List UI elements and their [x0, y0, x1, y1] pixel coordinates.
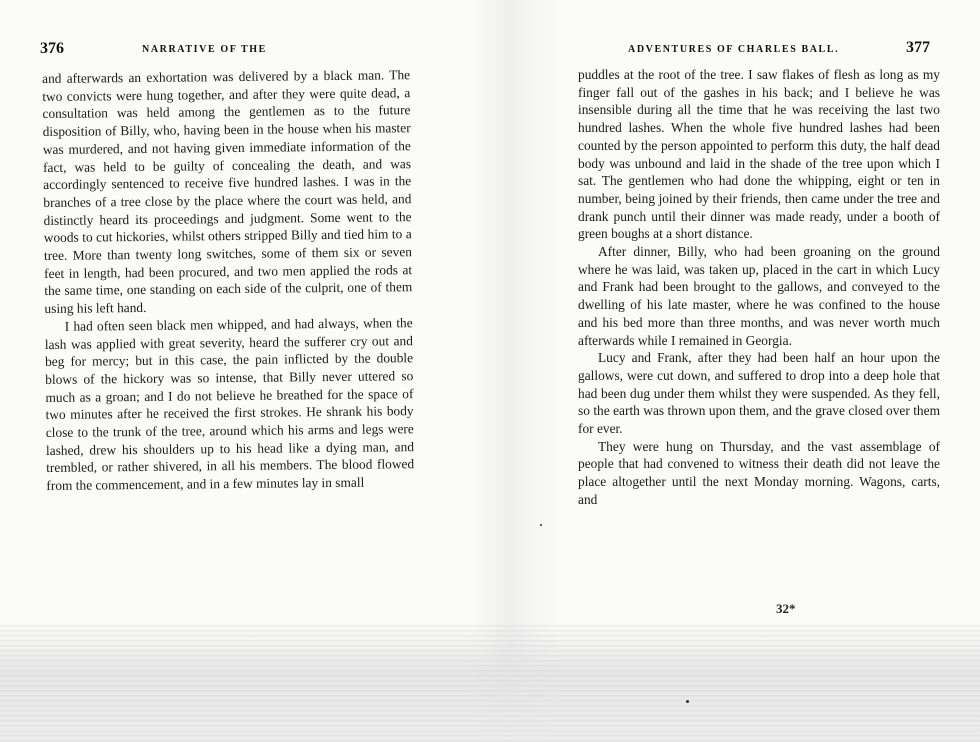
right-paragraph-4: They were hung on Thursday, and the vast assemblage of people that had convened to witness their death did not leave the place altogether until the next Monday morning. Wagons, carts, and — [578, 438, 940, 507]
right-paragraph-1: puddles at the root of the tree. I saw flakes of flesh as long as my finger fall out of the gashes in his back; and I believe he was insensible during all the time that he was receiving the last two hundred lashes. When the whole five hundred lashes had been counted by the person appointed to perform this duty, the half dead body was unbound and laid in the shade of the tree upon which I sat. The gentlemen who had done the whipping, eight or ten in number, being joined by their friends, then came under the tree and drank punch until their dinner was made ready, under a booth of green boughs at a short distance. — [578, 67, 940, 242]
left-page-body — [42, 66, 414, 495]
right-page-number: 377 — [906, 39, 930, 56]
left-running-head: NARRATIVE OF THE — [142, 44, 267, 55]
right-page-body — [578, 66, 940, 509]
right-paragraph-3: Lucy and Frank, after they had been half an hour upon the gallows, were cut down, and suffered to drop into a deep hole that had been dug under them whilst they were suspended. As they fell, so the earth was thrown upon them, and the grave closed over them for ever. — [578, 350, 940, 437]
left-paragraph-2: I had often seen black men whipped, and had always, when the lash was applied with great severity, heard the sufferer cry out and beg for mercy; but in this case, the pain inflicted by the double blows of the hickory was so intense, that Billy never uttered so much as a groan; and I do not believe he breathed for the space of two minutes after he received the first strokes. He shrank his body close to the trunk of the tree, around which his arms and legs were lashed, drew his shoulders up to his head like a dying man, and trembled, or rather shivered, in all his members. The blood flowed from the commencement, and in a few minutes lay in small — [44, 314, 415, 494]
scan-speck — [540, 524, 542, 526]
right-paragraph-2: After dinner, Billy, who had been groaning on the ground where he was laid, was taken up, placed in the cart in which Lucy and Frank had been brought to the gallows, and conveyed to the dwelling of his late master, where he was confined to the house and his bed more than three months, and was never worth much afterwards while I remained in Georgia. — [578, 244, 940, 348]
left-paragraph-1: and afterwards an exhortation was delivered by a black man. The two convicts were hung together, and after they were quite dead, a consultation was held among the gentlemen as to the future disposition of Billy, who, having been in the house when his master was murdered, and not having given immediate information of the fact, was held to be guilty of concealing the death, and was accordingly sentenced to receive five hundred lashes. I was in the branches of a tree close by the place where the court was held, and distinctly heard its proceedings and judgment. Some went to the woods to cut hickories, whilst others stripped Billy and tied him to a tree. More than twenty long switches, some of them six or seven feet in length, had been procured, and two men applied the rods at the same time, one standing on each side of the culprit, one of them using his left hand. — [42, 67, 413, 317]
scan-margin — [0, 625, 980, 742]
scan-speck — [686, 700, 689, 703]
left-page-number: 376 — [40, 40, 64, 57]
left-page-header — [40, 40, 420, 58]
right-running-head: ADVENTURES OF CHARLES BALL. — [628, 44, 840, 55]
signature-mark: 32* — [776, 601, 796, 616]
